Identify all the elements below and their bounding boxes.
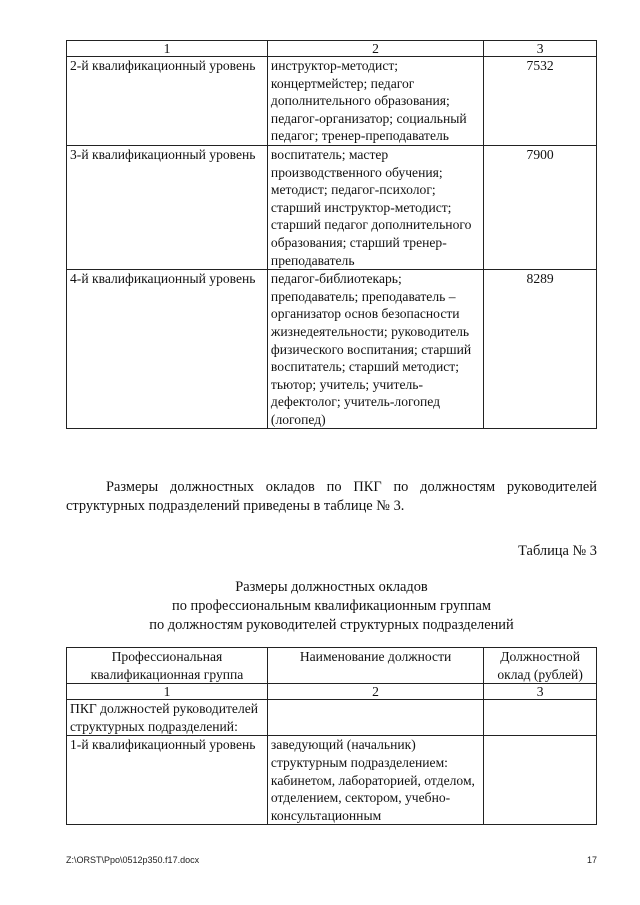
group-cell: 4-й квалификационный уровень <box>67 270 268 429</box>
table-number-row <box>67 41 597 57</box>
column-number: 3 <box>484 41 597 57</box>
salary-cell: 8289 <box>484 270 597 429</box>
column-number: 2 <box>267 684 483 700</box>
group-cell: 3-й квалификационный уровень <box>67 145 268 269</box>
salary-cell <box>484 736 597 825</box>
column-header: Должностной оклад (рублей) <box>484 648 597 684</box>
footer-file-path: Z:\ORST\Ppo\0512p350.f17.docx <box>66 855 200 865</box>
caption-line: по профессиональным квалификационным группам <box>172 598 491 614</box>
table-caption <box>66 578 597 635</box>
salary-cell: 7532 <box>484 57 597 146</box>
salary-cell: 7900 <box>484 145 597 269</box>
table-row <box>67 736 597 825</box>
column-number: 2 <box>267 41 483 57</box>
table-label: Таблица № 3 <box>518 543 597 559</box>
table-row <box>67 700 597 736</box>
table-continuation <box>66 40 597 429</box>
positions-cell <box>267 700 483 736</box>
caption-line: по должностям руководителей структурных подразделений <box>149 617 514 633</box>
body-paragraph: Размеры должностных окладов по ПКГ по должностям руководителей структурных подразделений приведены в таблице № 3. <box>66 479 597 514</box>
group-cell: 1-й квалификационный уровень <box>67 736 268 825</box>
column-number: 1 <box>67 41 268 57</box>
caption-line: Размеры должностных окладов <box>235 579 428 595</box>
positions-cell: инструктор-методист; концертмейстер; педагог дополнительного образования; педагог-организатор; социальный педагог; тренер-преподаватель <box>267 57 483 146</box>
column-header: Наименование должности <box>267 648 483 684</box>
positions-cell: педагог-библиотекарь; преподаватель; преподаватель – организатор основ безопасности жизнедеятельности; руководитель физического воспитания; старший воспитатель; старший методист; тьютор; учитель; учитель-дефектолог; учитель-логопед (логопед) <box>267 270 483 429</box>
column-number: 3 <box>484 684 597 700</box>
salary-cell <box>484 700 597 736</box>
page-number: 17 <box>586 855 597 865</box>
table-row <box>67 57 597 146</box>
table-header-row <box>67 648 597 684</box>
positions-cell: заведующий (начальник) структурным подразделением: кабинетом, лабораторией, отделом, отделением, сектором, учебно-консультационным <box>267 736 483 825</box>
column-number: 1 <box>67 684 268 700</box>
positions-cell: воспитатель; мастер производственного обучения; методист; педагог-психолог; старший инструктор-методист; старший педагог дополнительного образования; старший тренер-преподаватель <box>267 145 483 269</box>
table-row <box>67 145 597 269</box>
table-3 <box>66 647 597 825</box>
table-row <box>67 270 597 429</box>
column-header: Профессиональная квалификационная группа <box>67 648 268 684</box>
table-number-row <box>67 684 597 700</box>
group-cell: 2-й квалификационный уровень <box>67 57 268 146</box>
group-cell: ПКГ должностей руководителей структурных подразделений: <box>67 700 268 736</box>
